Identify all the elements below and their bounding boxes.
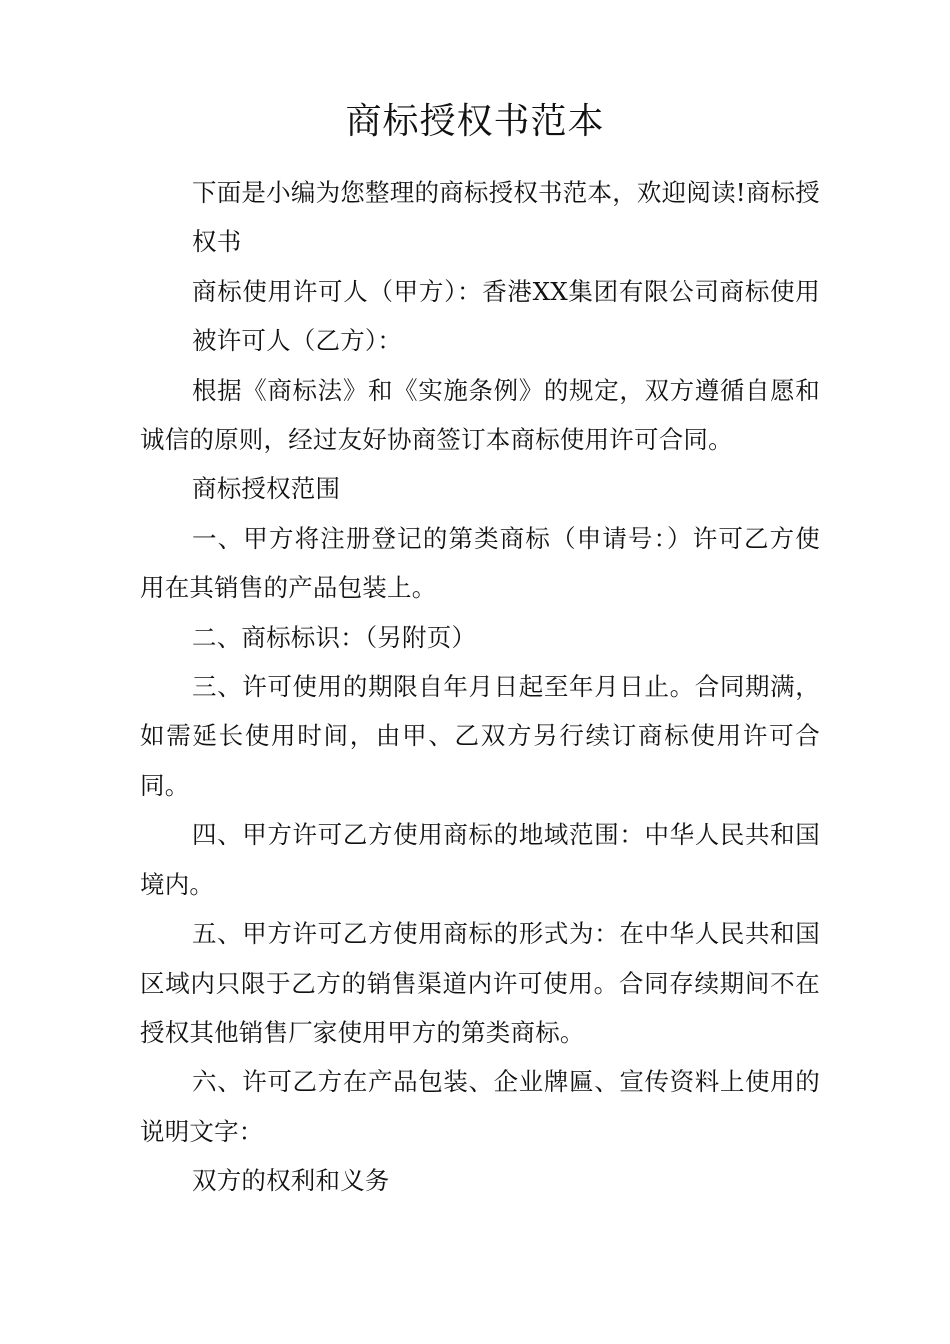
clause-4: 四、甲方许可乙方使用商标的地域范围：中华人民共和国境内。 bbox=[140, 820, 820, 899]
clause-1: 一、甲方将注册登记的第类商标（申请号：）许可乙方使用在其销售的产品包装上。 bbox=[140, 523, 820, 603]
parties-paragraph: 商标使用许可人（甲方）：香港XX集团有限公司商标使用被许可人（乙方）： bbox=[192, 276, 820, 356]
intro-paragraph: 下面是小编为您整理的商标授权书范本，欢迎阅读!商标授权书 bbox=[192, 178, 820, 257]
clause-3: 三、许可使用的期限自年月日起至年月日止。合同期满，如需延长使用时间，由甲、乙双方另行续订商标使用许可合同。 bbox=[140, 672, 820, 800]
basis-paragraph: 根据《商标法》和《实施条例》的规定，双方遵循自愿和诚信的原则，经过友好协商签订本商标使用许可合同。 bbox=[140, 375, 820, 455]
document-body bbox=[140, 168, 820, 1206]
section-heading-rights: 双方的权利和义务 bbox=[192, 1166, 390, 1196]
section-heading-scope: 商标授权范围 bbox=[192, 474, 341, 504]
document-title: 商标授权书范本 bbox=[345, 101, 605, 142]
clause-2: 二、商标标识：（另附页） bbox=[192, 622, 477, 652]
clause-6: 六、许可乙方在产品包装、企业牌匾、宣传资料上使用的说明文字： bbox=[140, 1067, 820, 1146]
clause-5: 五、甲方许可乙方使用商标的形式为：在中华人民共和国区域内只限于乙方的销售渠道内许可使用。合同存续期间不在授权其他销售厂家使用甲方的第类商标。 bbox=[140, 919, 820, 1047]
